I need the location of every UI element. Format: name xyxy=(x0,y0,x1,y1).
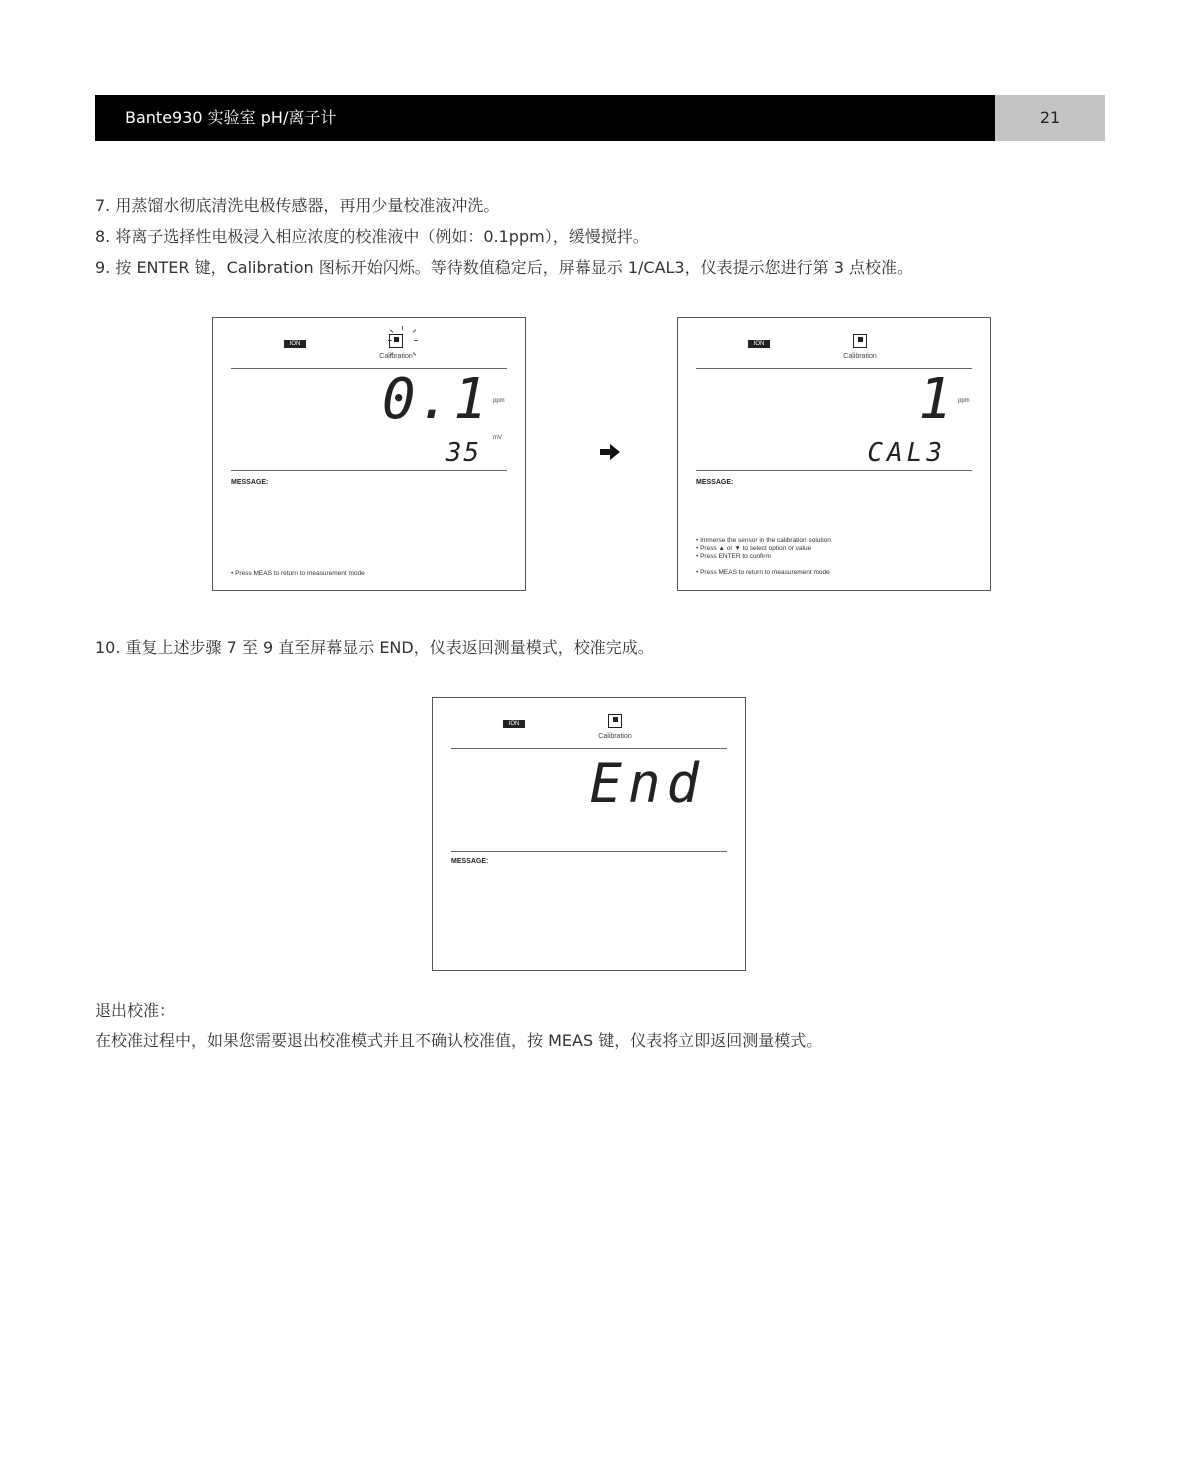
page-number: 21 xyxy=(995,95,1105,141)
calibration-label: Calibration xyxy=(379,353,413,360)
message-line: • Press ▲ or ▼ to select option or value xyxy=(696,545,812,552)
calibration-label: Calibration xyxy=(843,353,877,360)
right-arrow-icon xyxy=(600,444,620,460)
lcd-screen-b xyxy=(677,317,991,591)
message-line: • Immerse the sensor in the calibration solution xyxy=(696,537,831,544)
exit-text: 在校准过程中，如果您需要退出校准模式并且不确认校准值，按 MEAS 键，仪表将立即返回测量模式。 xyxy=(95,1031,823,1050)
calibration-icon xyxy=(853,334,867,348)
step-10: 10. 重复上述步骤 7 至 9 直至屏幕显示 END，仪表返回测量模式，校准完成。 xyxy=(95,638,654,657)
step-9: 9. 按 ENTER 键，Calibration 图标开始闪烁。等待数值稳定后，屏幕显示 1/CAL3，仪表提示您进行第 3 点校准。 xyxy=(95,258,913,277)
main-reading: End xyxy=(589,752,705,815)
lcd-screen-c xyxy=(432,697,746,971)
divider xyxy=(451,851,727,852)
sub-unit: mV xyxy=(493,435,502,441)
main-reading: 0.1 xyxy=(381,367,489,432)
message-label: MESSAGE: xyxy=(231,479,269,486)
ion-mode-badge: ION xyxy=(284,340,306,348)
doc-title: Bante930 实验室 pH/离子计 xyxy=(95,95,995,141)
step-7: 7. 用蒸馏水彻底清洗电极传感器，再用少量校准液冲洗。 xyxy=(95,196,500,215)
divider xyxy=(231,470,507,471)
main-unit: ppm xyxy=(493,398,505,404)
lcd-screen-a xyxy=(212,317,526,591)
main-unit: ppm xyxy=(958,398,970,404)
calibration-icon xyxy=(389,334,403,348)
calibration-icon xyxy=(608,714,622,728)
sub-reading: 35 xyxy=(445,438,481,468)
main-reading: 1 xyxy=(918,367,954,432)
calibration-label: Calibration xyxy=(598,733,632,740)
divider xyxy=(451,748,727,749)
page-header xyxy=(95,95,1105,141)
message-line: • Press ENTER to confirm xyxy=(696,553,771,560)
message-line: • Press MEAS to return to measurement mode xyxy=(231,570,365,577)
message-label: MESSAGE: xyxy=(696,479,734,486)
exit-heading: 退出校准： xyxy=(95,1001,176,1020)
ion-mode-badge: ION xyxy=(748,340,770,348)
message-line: • Press MEAS to return to measurement mode xyxy=(696,569,830,576)
step-8: 8. 将离子选择性电极浸入相应浓度的校准液中（例如：0.1ppm），缓慢搅拌。 xyxy=(95,227,649,246)
sub-reading: CAL3 xyxy=(867,438,946,468)
message-label: MESSAGE: xyxy=(451,858,489,865)
ion-mode-badge: ION xyxy=(503,720,525,728)
divider xyxy=(696,470,972,471)
